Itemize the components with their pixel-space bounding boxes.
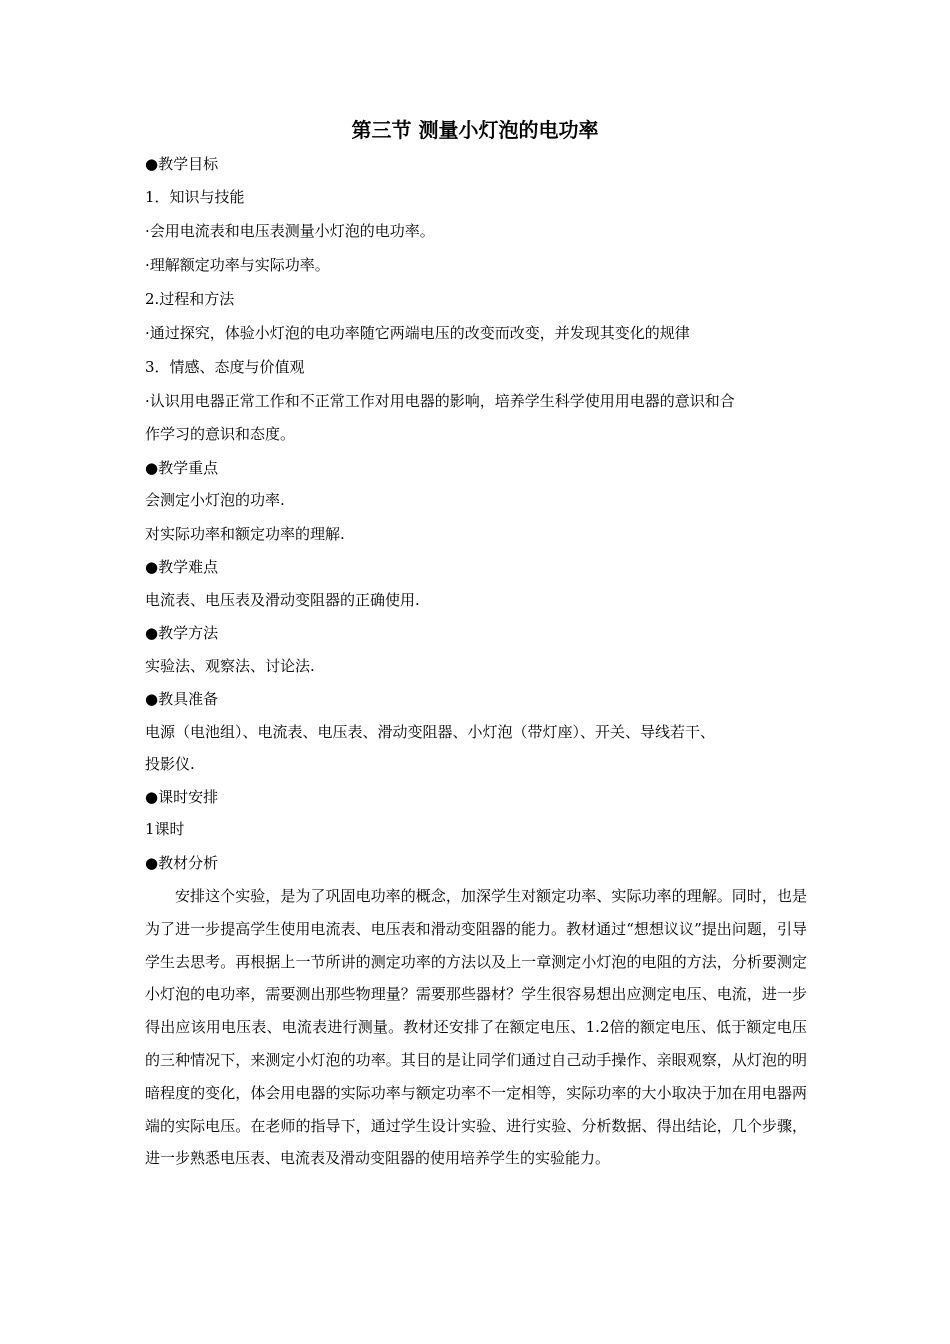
goal-item: ·认识用电器正常工作和不正常工作对用电器的影响，培养学生科学使用用电器的意识和合 (145, 392, 735, 410)
subheading-attitude-values: 3．情感、态度与价值观 (145, 358, 305, 376)
heading-schedule: ●课时安排 (145, 788, 219, 806)
key-point-item: 会测定小灯泡的功率. (145, 491, 285, 509)
goal-item: ·理解额定功率与实际功率。 (145, 256, 330, 274)
subheading-knowledge-skills: 1．知识与技能 (145, 188, 245, 206)
subheading-process-method: 2.过程和方法 (145, 290, 235, 308)
key-point-item: 对实际功率和额定功率的理解. (145, 525, 345, 543)
goal-item: ·会用电流表和电压表测量小灯泡的电功率。 (145, 222, 435, 240)
schedule-item: 1课时 (145, 820, 185, 838)
goal-item: ·通过探究，体验小灯泡的电功率随它两端电压的改变而改变，并发现其变化的规律 (145, 324, 690, 342)
heading-teaching-methods: ●教学方法 (145, 624, 219, 642)
method-item: 实验法、观察法、讨论法. (145, 657, 315, 675)
heading-material-analysis: ●教材分析 (145, 854, 219, 872)
heading-teaching-goals: ●教学目标 (145, 155, 219, 173)
heading-equipment: ●教具准备 (145, 690, 219, 708)
goal-item-continued: 作学习的意识和态度。 (145, 425, 296, 443)
equipment-item-continued: 投影仪. (145, 755, 195, 773)
equipment-item: 电源（电池组）、电流表、电压表、滑动变阻器、小灯泡（带灯座）、开关、导线若干、 (145, 723, 716, 741)
difficulty-item: 电流表、电压表及滑动变阻器的正确使用. (145, 591, 420, 609)
material-analysis-paragraph: 安排这个实验，是为了巩固电功率的概念，加深学生对额定功率、实际功率的理解。同时，也是为了进一步提高学生使用电流表、电压表和滑动变阻器的能力。教材通过“想想议议”提出问题，引导学生去思考。再根据上一节所讲的测定功率的方法以及上一章测定小灯泡的电阻的方法，分析要测定小灯泡的电功率，需要测出那些物理量？需要那些器材？学生很容易想出应测定电压、电流，进一步得出应该用电压表、电流表进行测量。教材还安排了在额定电压、1.2倍的额定电压、低于额定电压的三种情况下，来测定小灯泡的功率。其目的是让同学们通过自己动手操作、亲眼观察，从灯泡的明暗程度的变化，体会用电器的实际功率与额定功率不一定相等，实际功率的大小取决于加在用电器两端的实际电压。在老师的指导下，通过学生设计实验、进行实验、分析数据、得出结论，几个步骤，进一步熟悉电压表、电流表及滑动变阻器的使用培养学生的实验能力。 (145, 887, 807, 1168)
page-title: 第三节 测量小灯泡的电功率 (351, 118, 599, 142)
heading-difficulties: ●教学难点 (145, 558, 219, 576)
heading-key-points: ●教学重点 (145, 459, 219, 477)
